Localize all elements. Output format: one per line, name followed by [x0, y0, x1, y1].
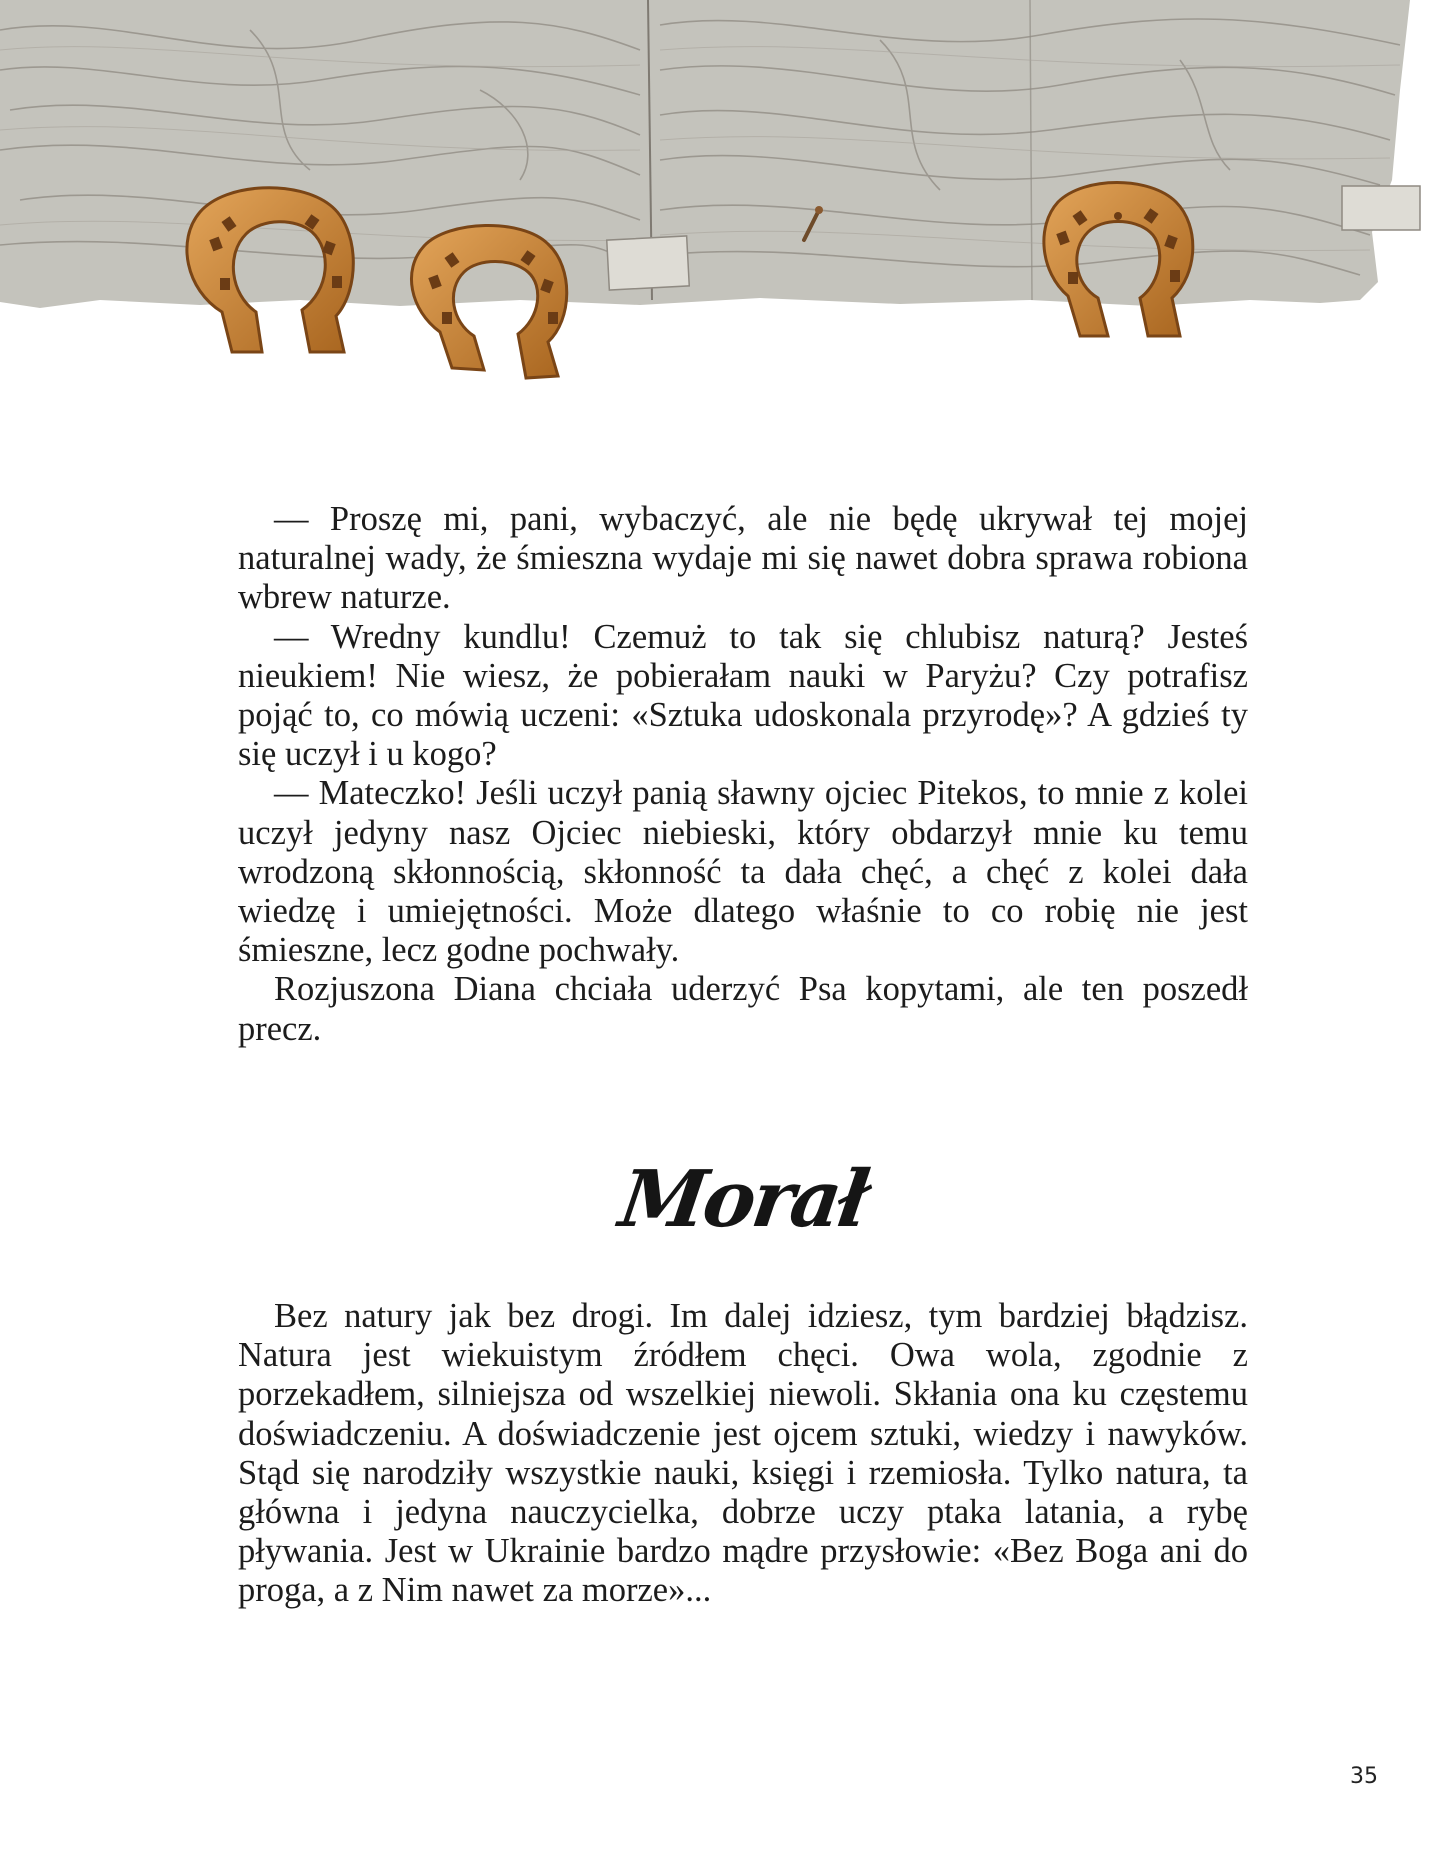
- moral-paragraph: Bez natury jak bez drogi. Im dalej idziesz, tym bardziej błądzisz. Natura jest wiekuistym źródłem chęci. Owa wola, zgodnie z porzekadłem, silniejsza od wszelkiej niewoli. Skłania ona ku częstemu doświadczeniu. A doświadczenie jest ojcem sztuki, wiedzy i nawyków. Stąd się narodziły wszystkie nauki, księgi i rzemiosła. Tylko natura, ta główna i jedyna nauczycielka, dobrze uczy ptaka latania, a rybę pływania. Jest w Ukrainie bardzo mądre przysłowie: «Bez Boga ani do proga, a z Nim nawet za morze»...: [238, 1297, 1248, 1610]
- moral-heading: Morał: [614, 1154, 872, 1245]
- moral-section: [238, 1297, 1248, 1611]
- paragraph: Rozjuszona Diana chciała uderzyć Psa kopytami, ale ten poszedł precz.: [238, 970, 1248, 1048]
- dialogue-section: [238, 500, 1248, 1049]
- paragraph: — Mateczko! Jeśli uczył panią sławny ojciec Pitekos, to mnie z kolei uczył jedyny nasz Ojciec niebieski, który obdarzył mnie ku temu wrodzoną skłonnością, skłonność ta dała chęć, a chęć z kolei dała wiedzę i umiejętności. Może dlatego właśnie to co robię nie jest śmieszne, lecz godne pochwały.: [238, 774, 1248, 970]
- page-number: 35: [1350, 1764, 1378, 1789]
- paragraph: — Proszę mi, pani, wybaczyć, ale nie będę ukrywał tej mojej naturalnej wady, że śmieszna wydaje mi się nawet dobra sprawa robiona wbrew naturze.: [238, 500, 1248, 617]
- wooden-fence-illustration: [0, 0, 1445, 390]
- paragraph: — Wredny kundlu! Czemuż to tak się chlubisz naturą? Jesteś nieukiem! Nie wiesz, że pobierałam nauki w Paryżu? Czy potrafisz pojąć to, co mówią uczeni: «Sztuka udoskonala przyrodę»? A gdzieś ty się uczył i u kogo?: [238, 617, 1248, 774]
- horseshoe-2: [411, 225, 566, 378]
